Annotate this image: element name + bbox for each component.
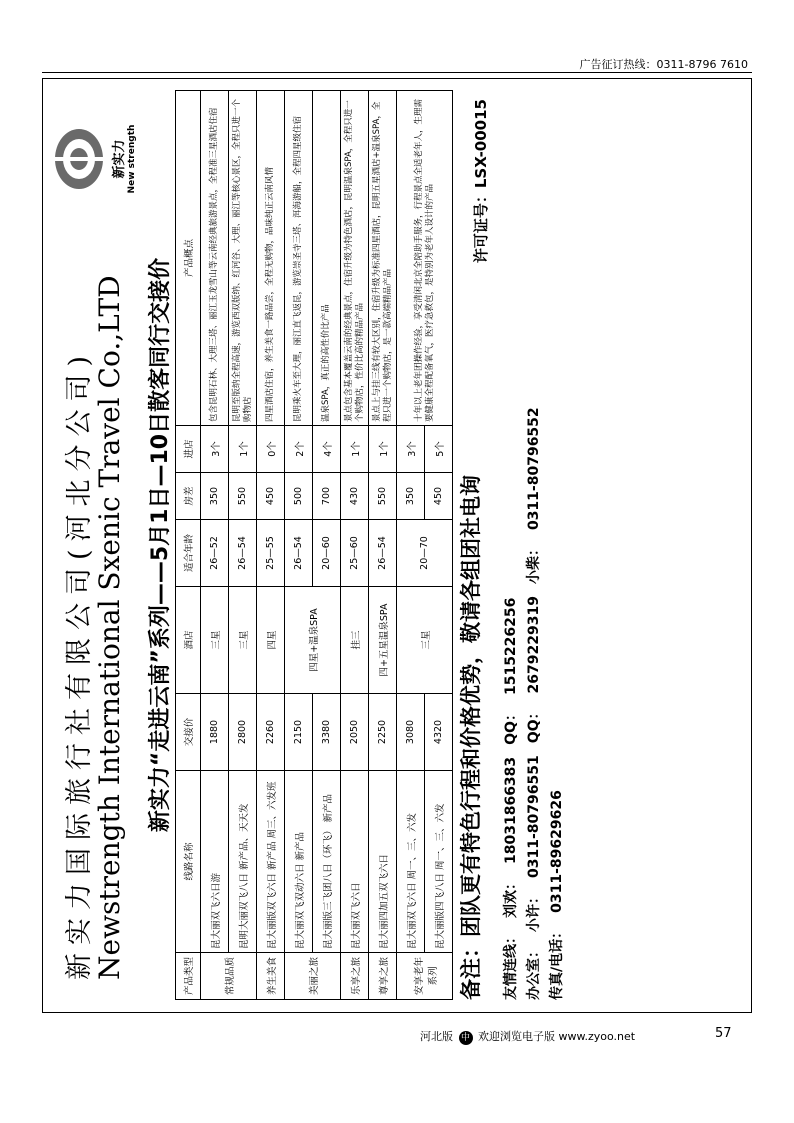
cell-shops: 0个 bbox=[257, 426, 285, 473]
cell-shops: 5个 bbox=[425, 426, 453, 473]
cell-shops: 1个 bbox=[369, 426, 397, 473]
cell-desc: 包含昆明石林、大理三塔、丽江玉龙雪山等云南经典旅游景点，全程准三星酒店住宿 bbox=[201, 91, 229, 426]
zhong-badge-icon: 中 bbox=[459, 1031, 473, 1045]
cell-age: 26—52 bbox=[201, 520, 229, 587]
header-shops: 进店 bbox=[176, 426, 201, 473]
cell-route: 昆大丽版双飞六日 新产品 周三、六发班 bbox=[257, 771, 285, 953]
cell-desc: 十年以上老年团操作经验，享受清闲北京全陪助手服务，行程景点全适老年人，生理需要健康全程配备氧气，医疗急救包，是特别为老年人设计的产品 bbox=[397, 91, 453, 426]
cell-diff: 550 bbox=[229, 473, 257, 520]
header-age: 适合年龄 bbox=[176, 520, 201, 587]
cell-diff: 350 bbox=[397, 473, 425, 520]
footer-edition: 河北版 bbox=[420, 1030, 453, 1043]
table-row bbox=[397, 91, 425, 1000]
friend-name: 刘欢： bbox=[503, 876, 519, 918]
cell-hotel: 三星 bbox=[201, 587, 229, 694]
cell-hotel: 四星+温泉SPA bbox=[285, 587, 341, 694]
cell-hotel: 四星 bbox=[257, 587, 285, 694]
cell-hotel: 挂三 bbox=[341, 587, 369, 694]
cell-route: 昆大丽版四飞八日 周一、三、六发 bbox=[425, 771, 453, 953]
cell-route: 昆大丽双飞六日 周一、三、六发 bbox=[397, 771, 425, 953]
cell-diff: 350 bbox=[201, 473, 229, 520]
cell-price: 2050 bbox=[341, 694, 369, 771]
rotated-ad-content bbox=[45, 81, 749, 1010]
table-row bbox=[229, 91, 257, 1000]
ad-hotline: 广告征订热线：0311-8796 7610 bbox=[579, 58, 748, 71]
cell-price: 2800 bbox=[229, 694, 257, 771]
table-row bbox=[313, 91, 341, 1000]
cell-shops: 3个 bbox=[201, 426, 229, 473]
cell-diff: 430 bbox=[341, 473, 369, 520]
route-table bbox=[175, 90, 453, 1000]
friend-qq: 1515226256 bbox=[503, 597, 519, 696]
friend-qq-label: QQ： bbox=[503, 707, 519, 745]
contacts-block bbox=[500, 395, 569, 1000]
logo-brand-cn: 新实力 bbox=[112, 139, 127, 179]
contact-line-friend bbox=[500, 395, 523, 1000]
friend-phone: 18031866383 bbox=[503, 756, 519, 864]
cell-route: 昆大丽双飞六日游 bbox=[201, 771, 229, 953]
fax-label: 传真/电话： bbox=[549, 924, 565, 1000]
cell-price: 2150 bbox=[285, 694, 313, 771]
cell-price: 3380 bbox=[313, 694, 341, 771]
cell-desc: 四星酒店住宿，养生美食一路品尝，全程无购物，品味纯正云南风情 bbox=[257, 91, 285, 426]
header-route: 线路名称 bbox=[176, 771, 201, 953]
cell-desc: 昆明乘火车至大理，丽江直飞返昆，游览崇圣寺三塔、洱海游船，全程四星级住宿 bbox=[285, 91, 313, 426]
fax-number: 0311-89629626 bbox=[549, 790, 565, 913]
table-row bbox=[341, 91, 369, 1000]
cell-price: 4320 bbox=[425, 694, 453, 771]
company-logo bbox=[51, 89, 143, 229]
remark: 备注：团队更有特色行程和价格优势，敬请各组团社电询 bbox=[459, 475, 483, 1000]
cell-price: 2260 bbox=[257, 694, 285, 771]
cell-age: 20—70 bbox=[397, 520, 453, 587]
cell-hotel: 三星 bbox=[229, 587, 257, 694]
cell-type: 安享老年系列 bbox=[397, 953, 453, 1000]
cell-age: 26—54 bbox=[369, 520, 397, 587]
office-qq: 2679229319 bbox=[526, 596, 542, 694]
cell-route: 昆明大丽双飞八日 新产品、天天发 bbox=[229, 771, 257, 953]
cell-shops: 1个 bbox=[229, 426, 257, 473]
cell-age: 26—54 bbox=[229, 520, 257, 587]
header-diff: 房差 bbox=[176, 473, 201, 520]
cell-diff: 500 bbox=[285, 473, 313, 520]
company-name-cn: 新实力国际旅行社有限公司(河北分公司) bbox=[64, 347, 95, 980]
cell-diff: 450 bbox=[257, 473, 285, 520]
cell-desc: 温泉SPA，真正的高性价比产品 bbox=[313, 91, 341, 426]
office-qq-label: QQ： bbox=[526, 705, 542, 744]
contact-line-office bbox=[523, 395, 546, 1000]
cell-hotel: 四+五星温泉SPA bbox=[369, 587, 397, 694]
header-hotel: 酒店 bbox=[176, 587, 201, 694]
cell-age: 20—60 bbox=[313, 520, 341, 587]
cell-price: 3080 bbox=[397, 694, 425, 771]
cell-route: 昆大丽双飞双动六日 新产品 bbox=[285, 771, 313, 953]
cell-route: 昆大丽版三飞团八日（环飞） 新产品 bbox=[313, 771, 341, 953]
company-name-en: Newstrength International Sxenic Travel Co.,LTD bbox=[93, 275, 126, 980]
table-header-row bbox=[176, 91, 201, 1000]
cell-desc: 景点包含基本覆盖云南的经典景点，住宿升级为特色酒店，昆明温泉SPA，全程只进一个购物店，性价比高的精品产品 bbox=[341, 91, 369, 426]
office-phone: 0311-80796551 bbox=[526, 755, 542, 878]
office-label: 办公室： bbox=[526, 944, 542, 1000]
table-row bbox=[201, 91, 229, 1000]
table-row bbox=[257, 91, 285, 1000]
header-price: 交接价 bbox=[176, 694, 201, 771]
cell-age: 25—55 bbox=[257, 520, 285, 587]
cell-route: 昆大丽双飞六日 bbox=[341, 771, 369, 953]
cell-type: 尊享之旅 bbox=[369, 953, 397, 1000]
cell-price: 1880 bbox=[201, 694, 229, 771]
office2-name: 小柴： bbox=[526, 542, 542, 585]
cell-type: 常规品质 bbox=[201, 953, 257, 1000]
contact-line-fax bbox=[546, 395, 569, 1000]
cell-diff: 700 bbox=[313, 473, 341, 520]
cell-hotel: 三星 bbox=[397, 587, 453, 694]
logo-brand-en: New strength bbox=[127, 124, 137, 194]
table-row bbox=[369, 91, 397, 1000]
top-rule bbox=[42, 72, 752, 73]
cell-shops: 1个 bbox=[341, 426, 369, 473]
page-number: 57 bbox=[715, 1026, 732, 1041]
swirl-logo-icon bbox=[51, 124, 106, 194]
cell-shops: 2个 bbox=[285, 426, 313, 473]
cell-shops: 3个 bbox=[397, 426, 425, 473]
header-desc: 产品概点 bbox=[176, 91, 201, 426]
cell-age: 26—54 bbox=[285, 520, 313, 587]
office-name: 小许： bbox=[526, 890, 542, 932]
cell-price: 2250 bbox=[369, 694, 397, 771]
footer-text: 欢迎浏览电子版 www.zyoo.net bbox=[478, 1030, 636, 1043]
cell-shops: 4个 bbox=[313, 426, 341, 473]
cell-type: 美丽之旅 bbox=[285, 953, 341, 1000]
cell-type: 养生美食 bbox=[257, 953, 285, 1000]
cell-diff: 550 bbox=[369, 473, 397, 520]
series-title: 新实力“走进云南”系列——5月1日—10日散客同行交接价 bbox=[148, 257, 173, 833]
license-number: 许可证号：LSX-00015 bbox=[472, 99, 490, 264]
cell-type: 乐享之旅 bbox=[341, 953, 369, 1000]
cell-desc: 昆明至版纳全程高速，游览西双版纳、红河谷、大理、丽江等核心景区，全程只进一个购物店 bbox=[229, 91, 257, 426]
cell-route: 昆大丽四加五双飞六日 bbox=[369, 771, 397, 953]
footer-bar bbox=[420, 1028, 635, 1045]
cell-age: 25—60 bbox=[341, 520, 369, 587]
friend-label: 友情连线： bbox=[503, 930, 519, 1000]
header-type: 产品类型 bbox=[176, 953, 201, 1000]
cell-diff: 450 bbox=[425, 473, 453, 520]
table-row bbox=[285, 91, 313, 1000]
office2-phone: 0311-80796552 bbox=[526, 407, 542, 531]
cell-desc: 景点上与挂三线有较大区别，住宿升级为标准四星酒店，昆明五星酒店+温泉SPA，全程只进一个购物店，是一款高端精品产品 bbox=[369, 91, 397, 426]
